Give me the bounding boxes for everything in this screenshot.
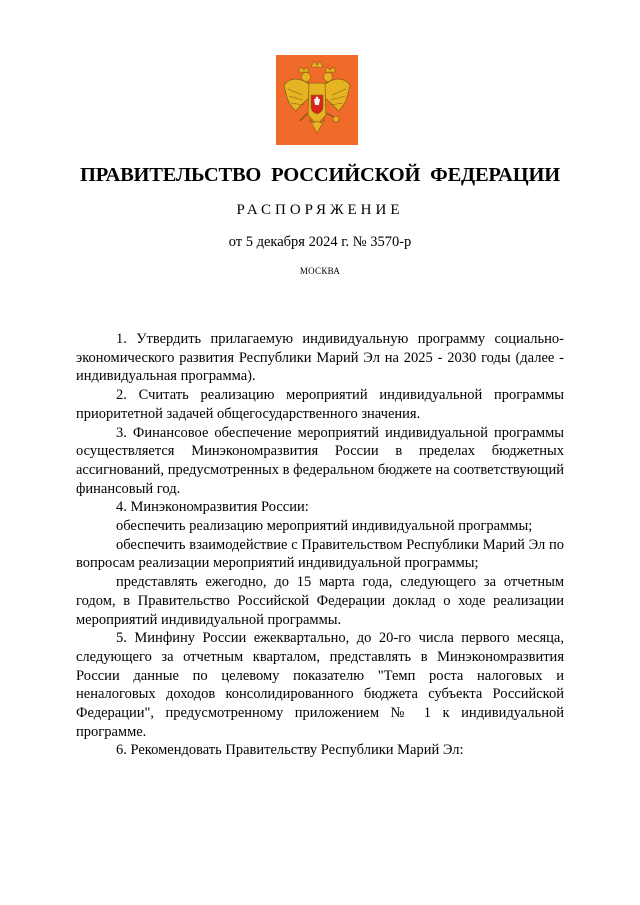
paragraph: 3. Финансовое обеспечение мероприятий индивидуальной программы осуществляется Минэкономразвития России в пределах бюджетных ассигнований, предусмотренных в федеральном бюджете на соответствующий финансовый год.	[76, 424, 564, 497]
paragraph: обеспечить реализацию мероприятий индивидуальной программы;	[116, 518, 533, 535]
paragraph: 1. Утвердить прилагаемую индивидуальную программу социально-экономического развития Республики Марий Эл на 2025 - 2030 годы (далее - индивидуальная программа).	[76, 331, 564, 385]
document-body	[76, 330, 564, 760]
paragraph: 6. Рекомендовать Правительству Республики Марий Эл:	[116, 742, 464, 759]
paragraph: обеспечить взаимодействие с Правительством Республики Марий Эл по вопросам реализации мероприятий индивидуальной программы;	[76, 536, 564, 572]
paragraph: 4. Минэкономразвития России:	[116, 499, 309, 516]
paragraph: 2. Считать реализацию мероприятий индивидуальной программы приоритетной задачей общегосударственного значения.	[76, 387, 564, 422]
document-city: МОСКВА	[299, 266, 341, 276]
paragraph: 5. Минфину России ежеквартально, до 20-го числа первого месяца, следующего за отчетным кварталом, представлять в Минэкономразвития России данные по целевому показателю "Темп роста налоговых и неналоговых доходов консолидированного бюджета субъекта Российской Федерации", предусмотренному приложением № 1 к индивидуальной программе.	[76, 630, 564, 740]
government-title: ПРАВИТЕЛЬСТВО РОССИЙСКОЙ ФЕДЕРАЦИИ	[80, 164, 560, 186]
document-type: РАСПОРЯЖЕНИЕ	[236, 202, 404, 218]
document-date-number: от 5 декабря 2024 г. № 3570-р	[228, 234, 412, 250]
paragraph: представлять ежегодно, до 15 марта года, следующего за отчетным годом, в Правительство Российской Федерации доклад о ходе реализации мероприятий индивидуальной программы.	[76, 574, 564, 628]
russian-coat-of-arms-icon	[276, 55, 358, 145]
